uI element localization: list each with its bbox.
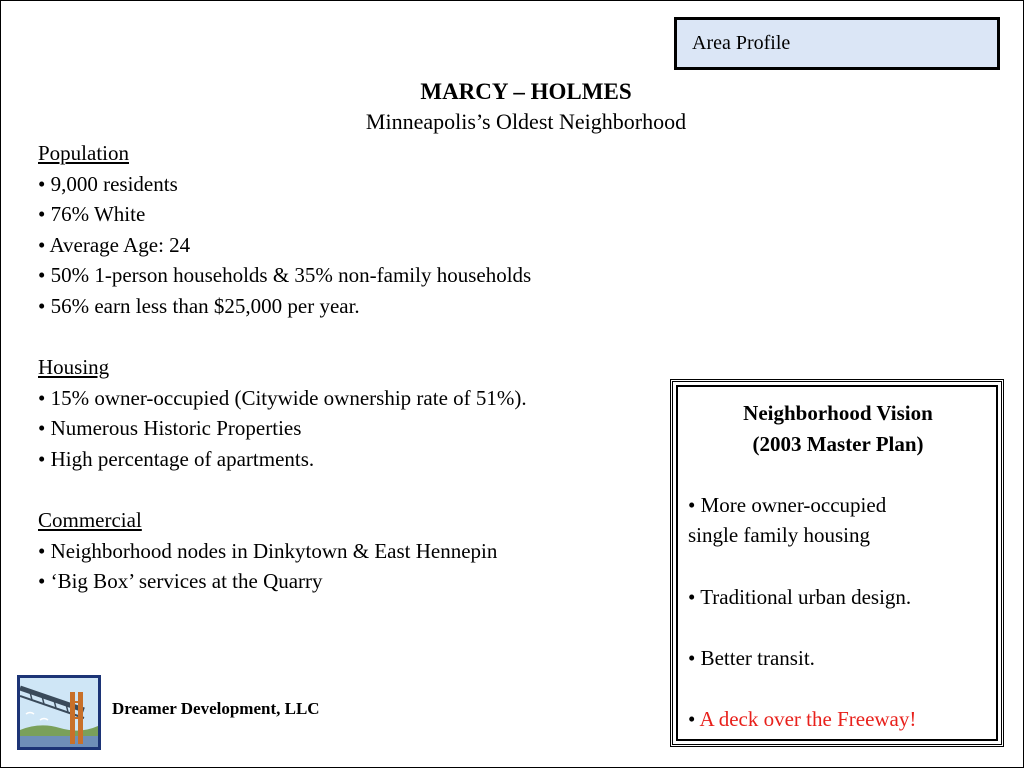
- vision-item: • Traditional urban design.: [688, 584, 912, 609]
- vision-item-highlight: [688, 704, 988, 735]
- spacer: [688, 459, 988, 490]
- population-bullet: • Average Age: 24: [38, 232, 191, 257]
- vision-box: [670, 379, 1004, 747]
- freeway-deck-text: A deck over the Freeway!: [699, 706, 917, 731]
- population-bullet: • 76% White: [38, 202, 146, 227]
- housing-bullet: • Numerous Historic Properties: [38, 416, 302, 441]
- spacer: [38, 322, 663, 353]
- vision-title: Neighborhood Vision: [743, 401, 933, 425]
- housing-bullet: • High percentage of apartments.: [38, 446, 315, 471]
- housing-bullet: • 15% owner-occupied (Citywide ownership rate of 51%).: [38, 385, 527, 410]
- page-title: MARCY – HOLMES: [420, 79, 632, 104]
- population-bullet: • 56% earn less than $25,000 per year.: [38, 293, 360, 318]
- spacer: [38, 475, 663, 506]
- profile-content: [38, 138, 663, 597]
- spacer: [688, 673, 988, 704]
- spacer: [688, 551, 988, 582]
- population-heading: Population: [38, 141, 130, 165]
- company-name: Dreamer Development, LLC: [112, 699, 320, 718]
- population-bullet: • 50% 1-person households & 35% non-family households: [38, 263, 532, 288]
- vision-box-inner: [676, 385, 998, 741]
- commercial-heading: Commercial: [38, 508, 142, 533]
- vision-item: • More owner-occupied: [688, 492, 887, 517]
- commercial-bullet: • ‘Big Box’ services at the Quarry: [38, 569, 323, 594]
- vision-item-continued: single family housing: [688, 523, 870, 548]
- housing-heading: Housing: [38, 355, 110, 380]
- vision-subtitle: (2003 Master Plan): [752, 431, 924, 456]
- bridge-icon: [17, 675, 101, 750]
- population-bullet: • 9,000 residents: [38, 171, 178, 196]
- bridge-illustration: [20, 678, 98, 747]
- page-subtitle: Minneapolis’s Oldest Neighborhood: [365, 109, 687, 134]
- area-profile-tag: Area Profile: [674, 17, 1000, 70]
- spacer: [688, 612, 988, 643]
- commercial-bullet: • Neighborhood nodes in Dinkytown & East Hennepin: [38, 538, 498, 563]
- vision-item: • Better transit.: [688, 645, 815, 670]
- vision-bullet: •: [688, 706, 700, 731]
